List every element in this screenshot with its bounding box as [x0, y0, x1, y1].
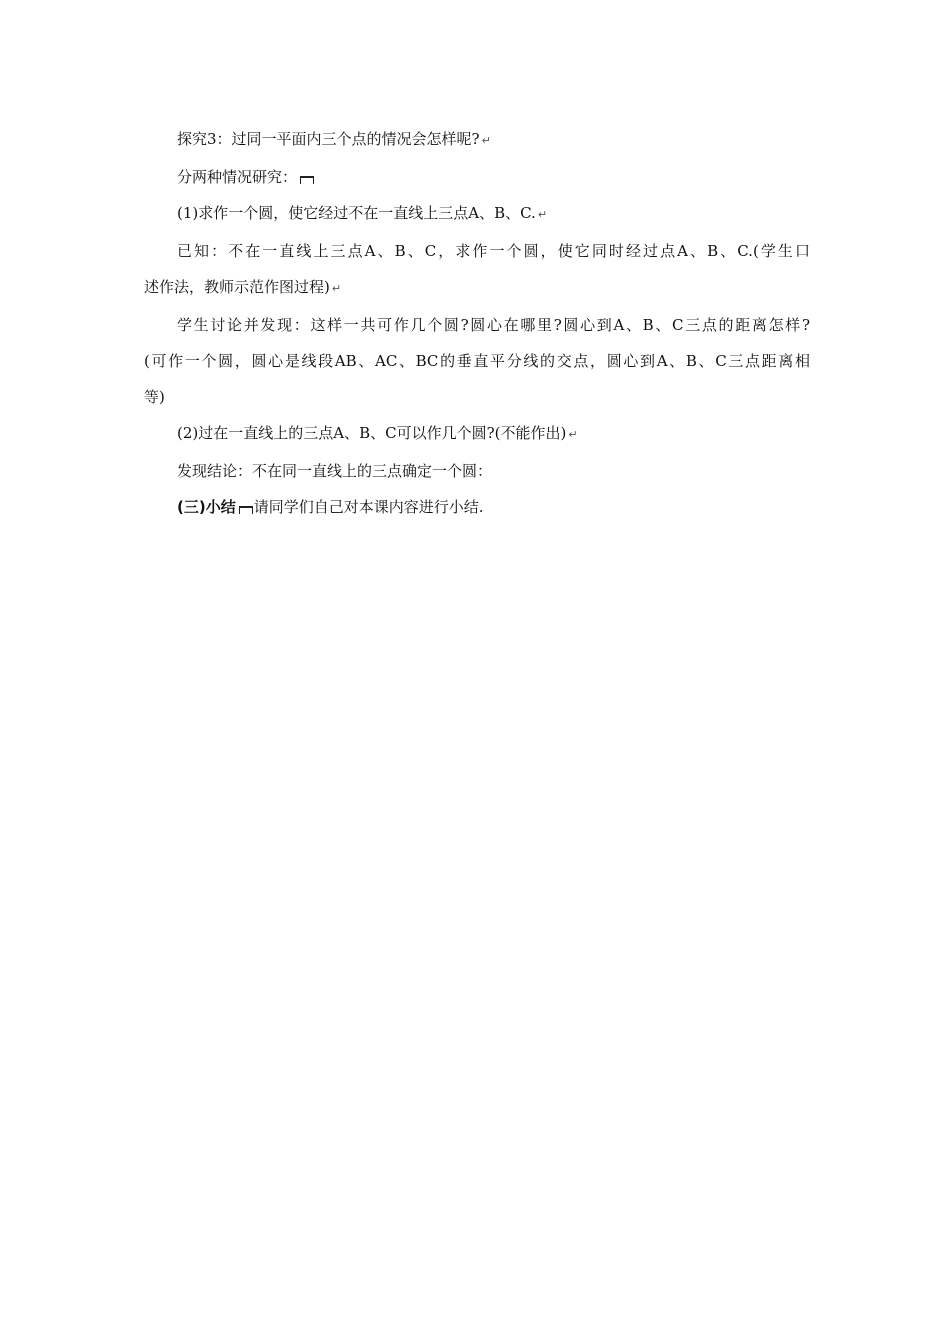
bracket-mark-icon: [239, 506, 253, 514]
document-body: [144, 121, 810, 525]
paragraph-conclusion: [144, 453, 810, 489]
paragraph-explore-3: [144, 121, 810, 159]
summary-text: 请同学们自己对本课内容进行小结.: [253, 498, 484, 516]
paragraph-text: 发现结论：不在同一直线上的三点确定一个圆：: [177, 462, 493, 480]
paragraph-text: (2)过在一直线上的三点A、B、C可以作几个圆?(不能作出): [177, 424, 567, 442]
paragraph-line-3: 等): [144, 388, 165, 406]
paragraph-given: [144, 233, 810, 307]
paragraph-text: (1)求作一个圆，使它经过不在一直线上三点A、B、C.: [177, 204, 536, 222]
paragraph-summary: [144, 489, 810, 525]
paragraph-mark-icon: ↵: [537, 208, 548, 221]
paragraph-line-1: 学生讨论并发现：这样一共可作几个圆?圆心在哪里?圆心到A、B、C三点的距离怎样?: [177, 316, 810, 334]
paragraph-line-2: 述作法，教师示范作图过程): [144, 278, 330, 296]
paragraph-case-2: [144, 415, 810, 453]
paragraph-line-1: 已知：不在一直线上三点A、B、C，求作一个圆，使它同时经过点A、B、C.(学生口: [177, 242, 810, 260]
paragraph-discussion: [144, 307, 810, 415]
paragraph-mark-icon: ↵: [331, 282, 342, 295]
paragraph-case-1: [144, 195, 810, 233]
paragraph-text: 分两种情况研究：: [177, 168, 298, 186]
paragraph-text: 探究3：过同一平面内三个点的情况会怎样呢?: [177, 130, 480, 148]
paragraph-mark-icon: ↵: [481, 134, 491, 147]
bracket-mark-icon: [300, 176, 314, 184]
paragraph-mark-icon: ↵: [568, 428, 578, 441]
paragraph-two-cases: [144, 159, 810, 195]
summary-heading: (三)小结: [177, 498, 236, 516]
paragraph-line-2: (可作一个圆，圆心是线段AB、AC、BC的垂直平分线的交点，圆心到A、B、C三点距离相: [144, 352, 810, 370]
